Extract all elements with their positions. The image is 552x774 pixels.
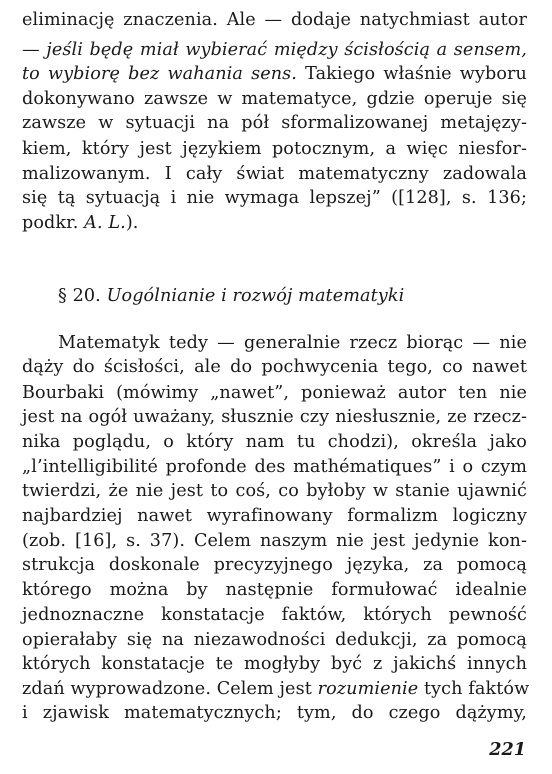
text-line — [22, 578, 527, 602]
text-line — [22, 677, 530, 701]
text-line — [22, 355, 527, 379]
text-span: zdań wyprowadzone. Celem jest — [22, 679, 318, 699]
text-span: nika poglądu, o który nam tu chodzi), określa jako — [22, 432, 527, 452]
text-line — [22, 430, 527, 454]
text-span: kiem, który jest językiem potocznym, a więc niesfor- — [22, 139, 527, 159]
page-number: 221 — [489, 739, 526, 760]
text-span: których konstatacje te mogłyby być z jakichś innych — [22, 654, 527, 674]
text-line — [58, 331, 527, 355]
text-span: podkr. — [22, 213, 85, 233]
text-line — [22, 479, 527, 503]
text-span: Matematyk tedy — generalnie rzecz biorąc — nie — [58, 333, 527, 353]
text-span: Bourbaki (mówimy „nawet”, ponieważ autor ten nie — [22, 383, 527, 403]
text-line — [22, 111, 527, 135]
text-span: (zob. [16], s. 37). Celem naszym nie jest jedynie kon- — [22, 531, 527, 551]
text-span: najbardziej nawet wyrafinowany formalizm logiczny — [22, 506, 527, 526]
text-line — [22, 504, 527, 528]
text-span: ). — [125, 213, 139, 233]
text-line — [22, 87, 527, 111]
text-line — [22, 8, 527, 32]
text-line — [22, 553, 527, 577]
italic-text: A. L. — [84, 213, 126, 233]
text-span: i zjawisk matematycznych; tym, do czego dążymy, — [22, 703, 527, 723]
text-span: jednoznaczne konstatacje faktów, których pewność — [22, 605, 527, 625]
text-span: jest na ogół uważany, słusznie czy niesłusznie, ze rzecz- — [22, 407, 527, 427]
text-span: dąży do ścisłości, ale do pochwycenia tego, co nawet — [22, 357, 527, 377]
text-line — [22, 186, 527, 210]
section-number: § 20. — [58, 286, 101, 306]
text-span: twierdzi, że nie jest to coś, co byłoby w stanie ujawnić — [22, 481, 527, 501]
text-line — [22, 529, 527, 553]
section-title: Uogólnianie i rozwój matematyki — [106, 286, 405, 306]
text-line — [22, 628, 527, 652]
text-span: „l’intelligibilité profonde des mathématiques” i o czym — [22, 457, 527, 477]
italic-text: to wybiorę bez wahania sens. — [22, 64, 297, 84]
italic-text: rozumienie — [317, 679, 419, 699]
text-span: — — [22, 40, 47, 60]
text-span: którego można by następnie formułować idealnie — [22, 580, 527, 600]
section-heading — [58, 284, 527, 308]
text-line — [22, 137, 527, 161]
text-span: eliminację znaczenia. Ale — dodaje natychmiast autor — [22, 10, 527, 30]
text-span: malizowanym. I cały świat matematyczny zadowala — [22, 164, 527, 184]
text-line — [22, 381, 527, 405]
text-span: opierałaby się na niezawodności dedukcji, za pomocą — [22, 630, 527, 650]
text-line — [22, 405, 527, 429]
text-span: Takiego właśnie wyboru — [296, 64, 527, 84]
text-span: tych faktów — [418, 679, 530, 699]
text-line — [22, 38, 527, 62]
text-span: dokonywano zawsze w matematyce, gdzie operuje się — [22, 89, 527, 109]
text-line — [22, 62, 527, 86]
text-line — [22, 211, 527, 235]
text-line — [22, 455, 527, 479]
text-span: zawsze w sytuacji na pół sformalizowanej metajęzy- — [22, 113, 527, 133]
text-line — [22, 652, 527, 676]
text-line — [22, 603, 527, 627]
text-line — [22, 701, 527, 725]
text-span: się tą sytuacją i nie wymaga lepszej” ([128], s. 136; — [22, 188, 527, 208]
text-line — [22, 162, 527, 186]
text-span: strukcja doskonale precyzyjnego języka, za pomocą — [22, 555, 527, 575]
italic-text: jeśli będę miał wybierać między ścisłością a sensem, — [46, 40, 527, 60]
